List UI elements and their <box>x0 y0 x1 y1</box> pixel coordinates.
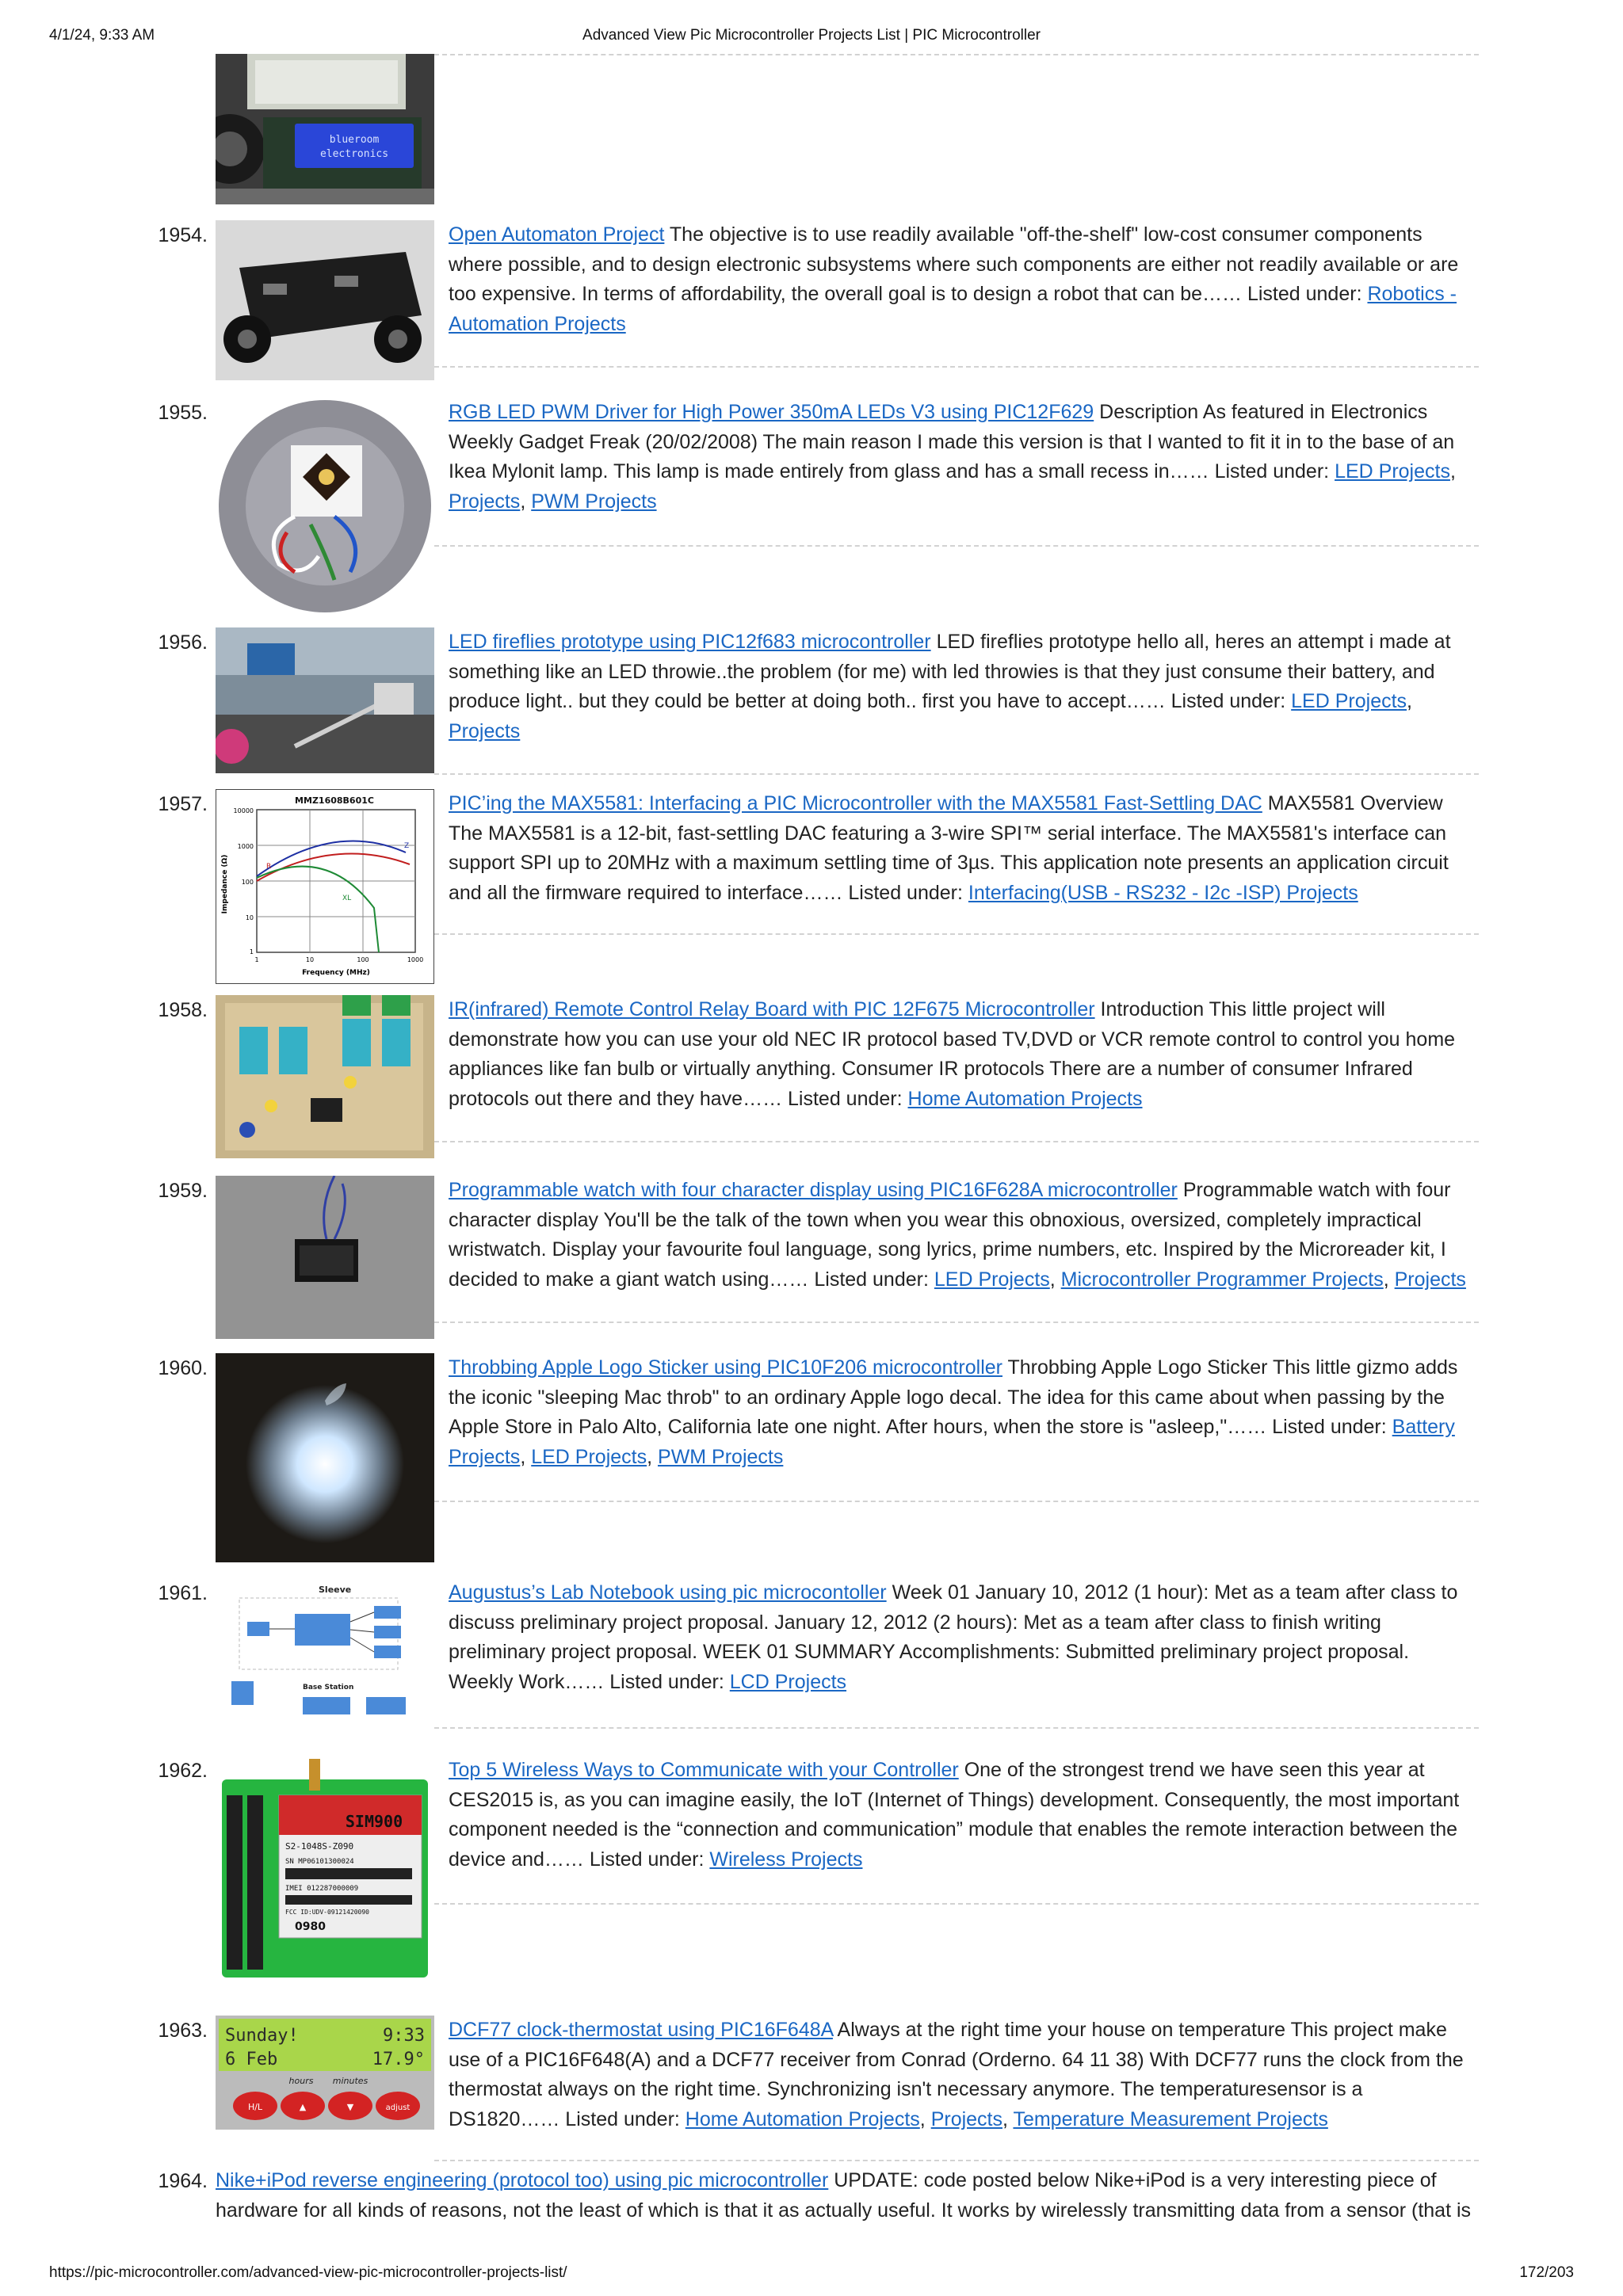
entry-number: 1957. <box>158 793 208 815</box>
entry-title-link[interactable]: IR(infrared) Remote Control Relay Board with PIC 12F675 Microcontroller <box>449 998 1095 1020</box>
entry-text: RGB LED PWM Driver for High Power 350mA LEDs V3 using PIC12F629 Description As featured in Electronics Weekly Gadget Freak (20/02/2008) The main reason I made this version is that I wanted to fit it in to the base of an Ikea Mylonit lamp. This lamp is made entirely from glass and has a small recess in…… Listed under: LED Projects, Projects, PWM Projects <box>449 401 1456 513</box>
category-link[interactable]: Robotics - Automation Projects <box>449 283 1457 335</box>
lcd-text-line2: electronics <box>319 148 389 160</box>
category-link[interactable]: Projects <box>1394 1268 1466 1291</box>
entry-description: Programmable watch with four character display You'll be the talk of the town when you wear this obnoxious, oversized, completely impractical wristwatch. Display your favourite foul language, song lyrics, prime numbers, etc. Inspired by the Microreader kit, I decided to make a giant watch using…… Listed under: <box>449 1179 1451 1291</box>
entry-description: The objective is to use readily available "off-the-shelf" low-cost consumer components where possible, and to design electronic subsystems where such components are either not readily available or are too expensive. In terms of affordability, the overall goal is to design a robot that can be…… Listed under: <box>449 223 1459 306</box>
entry-number: 1961. <box>158 1582 208 1604</box>
sim-line: FCC ID:UDV-09121420090 <box>285 1909 369 1916</box>
entry-title-link[interactable]: PIC’ing the MAX5581: Interfacing a PIC Microcontroller with the MAX5581 Fast-Settling DAC <box>449 792 1262 814</box>
lcd-button-label: ▲ <box>299 2102 307 2112</box>
y-tick: 1 <box>249 948 254 955</box>
entry-description: UPDATE: code posted below Nike+iPod is a very interesting piece of hardware for all kinds of reasons, not the least of which is that it as actually useful. It works by wirelessly transmitting data from a sensor (that is <box>216 2169 1472 2222</box>
sim900-module-image <box>216 1756 434 1984</box>
sim-line: S2-1048S-Z090 <box>285 1841 354 1852</box>
category-link[interactable]: Wireless Projects <box>709 1848 863 1871</box>
entry-description: Throbbing Apple Logo Sticker This little gizmo adds the iconic "sleeping Mac throb" to an ordinary Apple logo decal. The idea for this came about when passing by the Apple Store in Palo Alto, California late one night. After hours, when the store is "asleep,"…… Listed under: <box>449 1356 1458 1439</box>
separator <box>434 1141 1479 1142</box>
entry-number: 1959. <box>158 1180 208 1202</box>
entry-title-link[interactable]: LED fireflies prototype using PIC12f683 microcontroller <box>449 631 931 653</box>
entry-number: 1964. <box>158 2170 208 2192</box>
entry-number: 1963. <box>158 2019 208 2042</box>
series-label: R <box>266 863 272 871</box>
entry-text <box>216 2166 1479 2225</box>
entry-text: DCF77 clock-thermostat using PIC16F648A Always at the right time your house on temperature This project make use of a PIC16F648(A) and a DCF77 receiver from Conrad (Orderno. 64 11 38) With DCF77 runs the clock from the thermostat always on the right time. Synchronizing isn't necessary anymore. The temperaturesensor is a DS1820…… Listed under: Home Automation Projects, Projects, Temperature Measurement Projects <box>449 2019 1464 2130</box>
entry-title-link[interactable]: Throbbing Apple Logo Sticker using PIC10F206 microcontroller <box>449 1356 1002 1379</box>
robot-lcd-thumbnail[interactable] <box>216 54 434 204</box>
entry-number: 1956. <box>158 631 208 654</box>
entry-thumbnail[interactable] <box>216 1353 434 1562</box>
entry-thumbnail[interactable] <box>216 995 434 1158</box>
entry-text <box>449 1756 1479 1875</box>
entry-title-link[interactable]: Programmable watch with four character display using PIC16F628A microcontroller <box>449 1179 1178 1201</box>
entry-title-link[interactable]: Augustus’s Lab Notebook using pic microcontoller <box>449 1581 887 1604</box>
print-url: https://pic-microcontroller.com/advanced-view-pic-microcontroller-projects-list/ <box>49 2264 567 2281</box>
entry-title-link[interactable]: Open Automaton Project <box>449 223 665 246</box>
lcd-line1-left: Sunday! <box>225 2026 299 2046</box>
category-link[interactable]: Temperature Measurement Projects <box>1013 2107 1328 2130</box>
category-link[interactable]: LCD Projects <box>729 1670 847 1693</box>
category-link[interactable]: Projects <box>449 490 521 513</box>
lcd-button-label: ▼ <box>346 2102 354 2112</box>
separator <box>434 933 1479 935</box>
entry-description: One of the strongest trend we have seen this year at CES2015 is, as you can imagine easily, the IoT (Internet of Things) development. Consequently, the most important component needed is the “connection and communication” module that enables the remote interaction between the device and…… Listed under: <box>449 1759 1460 1871</box>
entry-thumbnail[interactable] <box>216 1578 434 1724</box>
category-link[interactable]: PWM Projects <box>531 490 657 513</box>
separator <box>434 1322 1479 1323</box>
x-tick: 100 <box>357 956 369 963</box>
lcd-line2-left: 6 Feb <box>225 2050 278 2069</box>
separator <box>434 366 1479 368</box>
x-tick: 1 <box>254 956 259 963</box>
entry-thumbnail[interactable] <box>216 2016 434 2130</box>
entry-title-link[interactable]: Nike+iPod reverse engineering (protocol too) using pic microcontroller <box>216 2169 829 2191</box>
separator <box>434 1727 1479 1729</box>
entry-description: Introduction This little project will demonstrate how you can use your old NEC IR protocol based TV,DVD or VCR remote control to control you home appliances like fan bulb or virtually anything. Consumer IR protocols There are a number of consumer Infrared protocols out there and they have…… Listed under: <box>449 998 1456 1110</box>
sim-line: 0980 <box>295 1920 326 1933</box>
entry-text <box>449 220 1479 339</box>
sim-label: SIM900 <box>345 1812 403 1831</box>
entry-title-link[interactable]: Top 5 Wireless Ways to Communicate with your Controller <box>449 1759 959 1781</box>
entry-thumbnail[interactable] <box>216 1176 434 1339</box>
x-axis-label: Frequency (MHz) <box>302 969 370 977</box>
diagram-title: Sleeve <box>319 1585 352 1595</box>
block-diagram-image <box>216 1578 434 1724</box>
entry-description: Always at the right time your house on temperature This project make use of a PIC16F648(A) and a DCF77 receiver from Conrad (Orderno. 64 11 38) With DCF77 runs the clock from the thermostat always on the right time. Synchronizing isn't necessary anymore. The temperaturesensor is a DS1820…… Listed under: <box>449 2019 1464 2130</box>
separator <box>434 54 1479 55</box>
separator <box>434 1501 1479 1502</box>
series-label: Z <box>404 842 410 850</box>
entry-text <box>449 1578 1479 1697</box>
chart-title: MMZ1608B601C <box>295 795 374 806</box>
led-fireflies-image <box>216 627 434 773</box>
lcd-button-label: H/L <box>247 2102 263 2112</box>
entry-thumbnail[interactable] <box>216 627 434 773</box>
separator <box>434 1903 1479 1905</box>
y-tick: 1000 <box>237 843 254 850</box>
entry-number: 1955. <box>158 402 208 424</box>
y-tick: 10 <box>245 914 254 921</box>
diagram-base-label: Base Station <box>303 1684 354 1691</box>
sim-line: IMEI 012287000009 <box>285 1885 359 1893</box>
entry-thumbnail[interactable] <box>216 220 434 380</box>
impedance-chart-image <box>216 789 434 984</box>
entry-description: Week 01 January 10, 2012 (1 hour): Met as a team after class to discuss preliminary project proposal. January 12, 2012 (2 hours): Met as a team after class to finish writing preliminary project proposal. WEEK 01 SUMMARY Accomplishments: Submitted preliminary project proposal. Weekly Work…… Listed under: <box>449 1581 1458 1693</box>
rgb-led-board-image <box>216 398 434 615</box>
apple-logo-sticker-image <box>216 1353 434 1562</box>
entry-title-link[interactable]: RGB LED PWM Driver for High Power 350mA LEDs V3 using PIC12F629 <box>449 401 1094 423</box>
entry-description: Description As featured in Electronics Weekly Gadget Freak (20/02/2008) The main reason I made this version is that I wanted to fit it in to the base of an Ikea Mylonit lamp. This lamp is made entirely from glass and has a small recess in…… Listed under: <box>449 401 1455 483</box>
lcd-button-label: adjust <box>385 2103 411 2112</box>
y-axis-label: Impedance (Ω) <box>221 854 229 914</box>
entry-thumbnail[interactable] <box>216 789 434 984</box>
category-link[interactable]: Battery Projects <box>449 1416 1455 1468</box>
entry-number: 1960. <box>158 1357 208 1379</box>
entry-description: MAX5581 Overview The MAX5581 is a 12-bit, fast-settling DAC featuring a 3-wire SPI™ serial interface. The MAX5581's interface can support SPI up to 20MHz with a maximum settling time of 3µs. This application note presents an application circuit and all the firmware required to interface…… Listed under: <box>449 792 1449 904</box>
entry-number: 1962. <box>158 1760 208 1782</box>
print-title: Advanced View Pic Microcontroller Projects List | PIC Microcontroller <box>582 27 1041 44</box>
category-link[interactable]: LED Projects <box>531 1445 647 1468</box>
separator <box>434 2160 1479 2161</box>
print-header <box>0 27 1623 48</box>
series-label: XL <box>342 894 352 902</box>
print-footer <box>0 2264 1623 2285</box>
entry-text <box>449 995 1479 1114</box>
category-link[interactable]: LED Projects <box>1335 460 1450 483</box>
separator <box>434 773 1479 775</box>
robot-lcd-image <box>216 54 434 204</box>
entry-text: LED fireflies prototype using PIC12f683 microcontroller LED fireflies prototype hello all, heres an attempt i made at something like an LED throwie..the problem (for me) with led throwies is that they just consume their battery, and produce light.. but they could be better at doing both.. first you have to accept…… Listed under: LED Projects, Projects <box>449 631 1451 742</box>
entry-text <box>449 789 1479 908</box>
lcd-hours-label: hours <box>288 2076 314 2086</box>
print-page-number: 172/203 <box>1519 2264 1574 2281</box>
entry-number: 1954. <box>158 224 208 246</box>
separator <box>434 545 1479 547</box>
programmable-watch-image <box>216 1176 434 1339</box>
entry-thumbnail[interactable] <box>216 1756 434 1984</box>
print-datetime: 4/1/24, 9:33 AM <box>49 27 155 44</box>
entry-text: Throbbing Apple Logo Sticker using PIC10F206 microcontroller Throbbing Apple Logo Sticker This little gizmo adds the iconic "sleeping Mac throb" to an ordinary Apple logo decal. The idea for this came about when passing by the Apple Store in Palo Alto, California late one night. After hours, when the store is "asleep,"…… Listed under: Battery Projects, LED Projects, PWM Projects <box>449 1356 1458 1468</box>
lcd-text-line1: blueroom <box>329 134 380 146</box>
category-link[interactable]: Home Automation Projects <box>907 1087 1143 1110</box>
lcd-line1-right: 9:33 <box>383 2026 425 2046</box>
x-tick: 10 <box>305 956 315 963</box>
category-link[interactable]: Projects <box>449 719 521 742</box>
category-link[interactable]: LED Projects <box>934 1268 1050 1291</box>
entry-thumbnail[interactable] <box>216 398 434 615</box>
sim-line: SN MP06101300024 <box>285 1858 354 1866</box>
category-link[interactable]: Interfacing(USB - RS232 - I2c -ISP) Projects <box>968 881 1358 904</box>
entry-text: Programmable watch with four character display using PIC16F628A microcontroller Programmable watch with four character display You'll be the talk of the town when you wear this obnoxious, oversized, completely impractical wristwatch. Display your favourite foul language, song lyrics, prime numbers, etc. Inspired by the Microreader kit, I decided to make a giant watch using…… Listed under: LED Projects, Microcontroller Programmer Projects, Projects <box>449 1179 1466 1291</box>
category-link[interactable]: Projects <box>930 2107 1002 2130</box>
dcf77-lcd-image <box>216 2016 434 2130</box>
x-tick: 1000 <box>407 956 424 963</box>
y-tick: 10000 <box>233 807 254 814</box>
category-link[interactable]: Microcontroller Programmer Projects <box>1060 1268 1384 1291</box>
lcd-minutes-label: minutes <box>332 2076 369 2086</box>
lcd-line2-right: 17.9° <box>372 2050 425 2069</box>
entry-title-link[interactable]: DCF77 clock-thermostat using PIC16F648A <box>449 2019 833 2041</box>
robot-chassis-image <box>216 220 434 380</box>
category-link[interactable]: Home Automation Projects <box>685 2107 920 2130</box>
entry-description: LED fireflies prototype hello all, heres an attempt i made at something like an LED throwie..the problem (for me) with led throwies is that they just consume their battery, and produce light.. but they could be better at doing both.. first you have to accept…… Listed under: <box>449 631 1451 713</box>
y-tick: 100 <box>241 879 254 886</box>
category-link[interactable]: PWM Projects <box>658 1445 784 1468</box>
entry-number: 1958. <box>158 999 208 1021</box>
category-link[interactable]: LED Projects <box>1291 690 1407 713</box>
ir-relay-board-image <box>216 995 434 1158</box>
